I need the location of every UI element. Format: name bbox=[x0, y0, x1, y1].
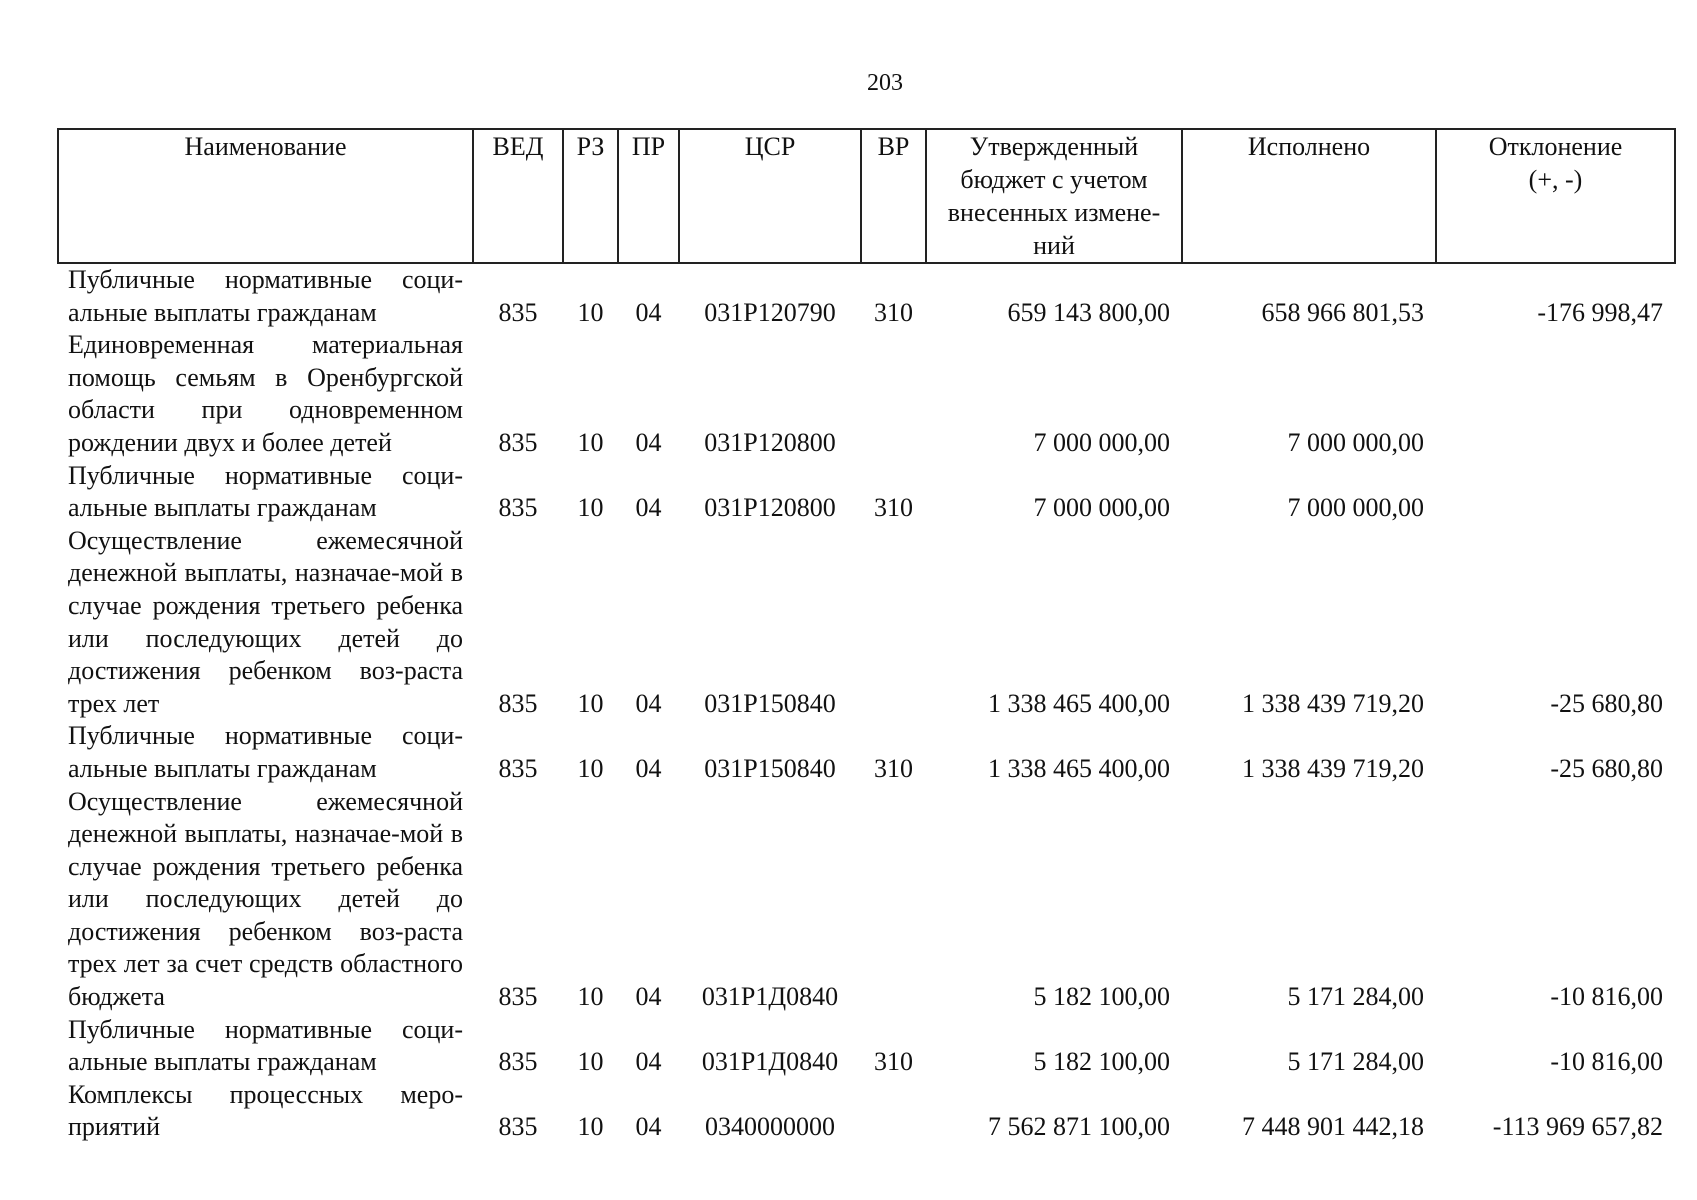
header-ved: ВЕД bbox=[473, 129, 563, 263]
row-csr: 031Р120800 bbox=[704, 427, 836, 457]
row-pr: 04 bbox=[635, 427, 662, 457]
row-pr: 04 bbox=[635, 1112, 662, 1142]
header-rz: РЗ bbox=[563, 129, 618, 263]
row-deviation: -113 969 657,82 bbox=[1492, 1112, 1663, 1142]
row-vr bbox=[861, 525, 926, 721]
row-ved: 835 bbox=[498, 297, 538, 327]
row-executed: 7 000 000,00 bbox=[1287, 493, 1424, 523]
row-deviation: -10 816,00 bbox=[1550, 982, 1663, 1012]
row-pr: 04 bbox=[635, 1047, 662, 1077]
row-pr: 04 bbox=[635, 297, 662, 327]
table-header-row bbox=[58, 129, 1675, 263]
row-rz: 10 bbox=[577, 753, 604, 783]
row-name: Публичные нормативные соци-альные выплаты гражданам bbox=[68, 265, 463, 327]
header-name: Наименование bbox=[58, 129, 473, 263]
header-approved: Утвержденный бюджет с учетом внесенных измене-ний bbox=[926, 129, 1182, 263]
row-pr: 04 bbox=[635, 688, 662, 718]
row-rz: 10 bbox=[577, 688, 604, 718]
row-deviation bbox=[1436, 460, 1675, 525]
row-csr: 031Р120790 bbox=[704, 297, 836, 327]
row-approved: 659 143 800,00 bbox=[1007, 297, 1170, 327]
row-rz: 10 bbox=[577, 1047, 604, 1077]
row-vr: 310 bbox=[874, 493, 913, 523]
table-row bbox=[58, 263, 1675, 329]
budget-table bbox=[57, 128, 1676, 1144]
row-ved: 835 bbox=[498, 688, 538, 718]
row-ved: 835 bbox=[498, 493, 538, 523]
row-name: Единовременная материальная помощь семьям в Оренбургской области при одновременном рождении двух и более детей bbox=[68, 330, 463, 457]
row-rz: 10 bbox=[577, 493, 604, 523]
header-deviation: Отклонение (+, -) bbox=[1436, 129, 1675, 263]
table-row bbox=[58, 1014, 1675, 1079]
row-rz: 10 bbox=[577, 1112, 604, 1142]
row-name: Публичные нормативные соци-альные выплаты гражданам bbox=[68, 721, 463, 783]
row-vr: 310 bbox=[874, 1047, 913, 1077]
row-csr: 031Р1Д0840 bbox=[701, 982, 839, 1012]
row-vr bbox=[861, 1079, 926, 1144]
row-approved: 7 562 871 100,00 bbox=[988, 1112, 1170, 1142]
row-rz: 10 bbox=[577, 982, 604, 1012]
row-deviation: -25 680,80 bbox=[1550, 753, 1663, 783]
header-vr: ВР bbox=[861, 129, 926, 263]
row-deviation: -176 998,47 bbox=[1537, 297, 1663, 327]
row-vr: 310 bbox=[874, 753, 913, 783]
table-row bbox=[58, 786, 1675, 1014]
header-executed: Исполнено bbox=[1182, 129, 1436, 263]
row-name: Публичные нормативные соци-альные выплаты гражданам bbox=[68, 460, 463, 523]
row-vr bbox=[861, 329, 926, 459]
row-executed: 7 448 901 442,18 bbox=[1242, 1112, 1424, 1142]
table-row bbox=[58, 329, 1675, 459]
row-executed: 1 338 439 719,20 bbox=[1242, 753, 1424, 783]
row-pr: 04 bbox=[635, 753, 662, 783]
row-name: Осуществление ежемесячной денежной выплаты, назначае-мой в случае рождения третьего ребенка или последующих детей до достижения ребенком воз-раста трех лет за счет средств областного бюджета bbox=[68, 786, 463, 1012]
row-ved: 835 bbox=[498, 753, 538, 783]
row-vr bbox=[861, 786, 926, 1014]
row-executed: 5 171 284,00 bbox=[1287, 1047, 1424, 1077]
row-executed: 5 171 284,00 bbox=[1287, 982, 1424, 1012]
row-csr: 031Р1Д0840 bbox=[701, 1047, 839, 1077]
header-csr: ЦСР bbox=[679, 129, 861, 263]
row-ved: 835 bbox=[498, 1112, 538, 1142]
row-ved: 835 bbox=[498, 427, 538, 457]
row-name: Комплексы процессных меро-приятий bbox=[68, 1079, 463, 1142]
row-csr: 031Р150840 bbox=[704, 688, 836, 718]
row-pr: 04 bbox=[635, 493, 662, 523]
row-deviation bbox=[1436, 329, 1675, 459]
row-executed: 658 966 801,53 bbox=[1261, 297, 1424, 327]
row-approved: 7 000 000,00 bbox=[1033, 493, 1170, 523]
row-approved: 7 000 000,00 bbox=[1033, 427, 1170, 457]
row-approved: 5 182 100,00 bbox=[1033, 982, 1170, 1012]
table-row bbox=[58, 525, 1675, 721]
row-approved: 5 182 100,00 bbox=[1033, 1047, 1170, 1077]
row-name: Публичные нормативные соци-альные выплаты гражданам bbox=[68, 1014, 463, 1077]
row-csr: 031Р120800 bbox=[704, 493, 836, 523]
table-row bbox=[58, 720, 1675, 785]
row-name: Осуществление ежемесячной денежной выплаты, назначае-мой в случае рождения третьего ребенка или последующих детей до достижения ребенком воз-раста трех лет bbox=[68, 525, 463, 718]
row-approved: 1 338 465 400,00 bbox=[988, 753, 1170, 783]
header-pr: ПР bbox=[618, 129, 679, 263]
row-ved: 835 bbox=[498, 1047, 538, 1077]
row-rz: 10 bbox=[577, 297, 604, 327]
row-csr: 031Р150840 bbox=[704, 753, 836, 783]
row-vr: 310 bbox=[874, 297, 913, 327]
row-approved: 1 338 465 400,00 bbox=[988, 688, 1170, 718]
row-deviation: -25 680,80 bbox=[1550, 688, 1663, 718]
row-executed: 7 000 000,00 bbox=[1287, 427, 1424, 457]
table-row bbox=[58, 460, 1675, 525]
table-row bbox=[58, 1079, 1675, 1144]
page-number: 203 bbox=[867, 70, 903, 96]
row-deviation: -10 816,00 bbox=[1550, 1047, 1663, 1077]
row-ved: 835 bbox=[498, 982, 538, 1012]
row-pr: 04 bbox=[635, 982, 662, 1012]
row-rz: 10 bbox=[577, 427, 604, 457]
row-executed: 1 338 439 719,20 bbox=[1242, 688, 1424, 718]
row-csr: 0340000000 bbox=[705, 1112, 835, 1142]
